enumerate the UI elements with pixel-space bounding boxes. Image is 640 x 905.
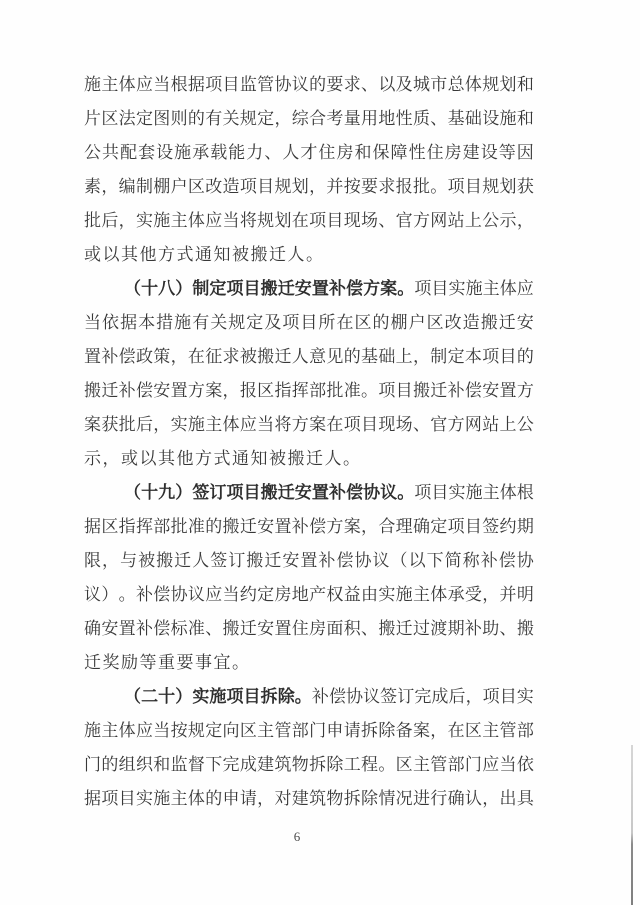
text-line: 议 ） 。 补 偿 协 议 应 当 约 定 房 地 产 权 益 由 实 施 主 体 承 受 ， 并 明 [84, 585, 534, 604]
text-line: 据 区 指 挥 部 批 准 的 搬 迁 安 置 补 偿 方 案 ， 合 理 确 定 项 目 签 约 期 [84, 517, 534, 536]
text-line: 施 主 体 应 当 按 规 定 向 区 主 管 部 门 申 请 拆 除 备 案 ， 在 区 主 管 部 [84, 721, 534, 740]
scan-artifact-line [631, 745, 633, 905]
text-line: 批 后 ， 实 施 主 体 应 当 将 规 划 在 项 目 现 场 、 官 方 网 站 上 公 示 ， [84, 211, 534, 230]
text-line: 或 以 其 他 方 式 通 知 被 搬 迁 人 。 [84, 245, 323, 264]
text-line: 片 区 法 定 图 则 的 有 关 规 定 ， 综 合 考 量 用 地 性 质 、 基 础 设 施 和 [84, 109, 534, 128]
text-line: （ 二 十 ） 实 施 项 目 拆 除 。 补 偿 协 议 签 订 完 成 后 ， 项 目 实 [124, 687, 534, 706]
text-line: 门 的 组 织 和 监 督 下 完 成 建 筑 物 拆 除 工 程 。 区 主 管 部 门 应 当 依 [84, 755, 534, 774]
text-line: 案 获 批 后 ， 实 施 主 体 应 当 将 方 案 在 项 目 现 场 、 官 方 网 站 上 公 [84, 415, 534, 434]
text-line: 确 安 置 补 偿 标 准 、 搬 迁 安 置 住 房 面 积 、 搬 迁 过 渡 期 补 助 、 搬 [84, 619, 534, 638]
text-line: 据 项 目 实 施 主 体 的 申 请 ， 对 建 筑 物 拆 除 情 况 进 行 确 认 ， 出 具 [84, 789, 534, 808]
text-line: 施 主 体 应 当 根 据 项 目 监 管 协 议 的 要 求 、 以 及 城 市 总 体 规 划 和 [84, 75, 534, 94]
text-line: 迁 奖 励 等 重 要 事 宜 。 [84, 653, 249, 672]
page-body [84, 68, 534, 816]
text-line: 置 补 偿 政 策 ， 在 征 求 被 搬 迁 人 意 见 的 基 础 上 ， 制 定 本 项 目 的 [84, 347, 534, 366]
text-line: 限 ， 与 被 搬 迁 人 签 订 搬 迁 安 置 补 偿 协 议 （ 以 下 简 称 补 偿 协 [84, 551, 534, 570]
text-line: 公 共 配 套 设 施 承 载 能 力 、 人 才 住 房 和 保 障 性 住 房 建 设 等 因 [84, 143, 534, 162]
text-line: （ 十 八 ） 制 定 项 目 搬 迁 安 置 补 偿 方 案 。 项 目 实 施 主 体 应 [124, 279, 534, 298]
text-line: （ 十 九 ） 签 订 项 目 搬 迁 安 置 补 偿 协 议 。 项 目 实 施 主 体 根 [124, 483, 534, 502]
text-line: 示 ， 或 以 其 他 方 式 通 知 被 搬 迁 人 。 [84, 449, 360, 468]
text-line: 搬 迁 补 偿 安 置 方 案 ， 报 区 指 挥 部 批 准 。 项 目 搬 迁 补 偿 安 置 方 [84, 381, 534, 400]
text-line: 当 依 据 本 措 施 有 关 规 定 及 项 目 所 在 区 的 棚 户 区 改 造 搬 迁 安 [84, 313, 534, 332]
page-number: 6 [293, 829, 301, 844]
text-line: 素 ， 编 制 棚 户 区 改 造 项 目 规 划 ， 并 按 要 求 报 批 。 项 目 规 划 获 [84, 177, 534, 196]
